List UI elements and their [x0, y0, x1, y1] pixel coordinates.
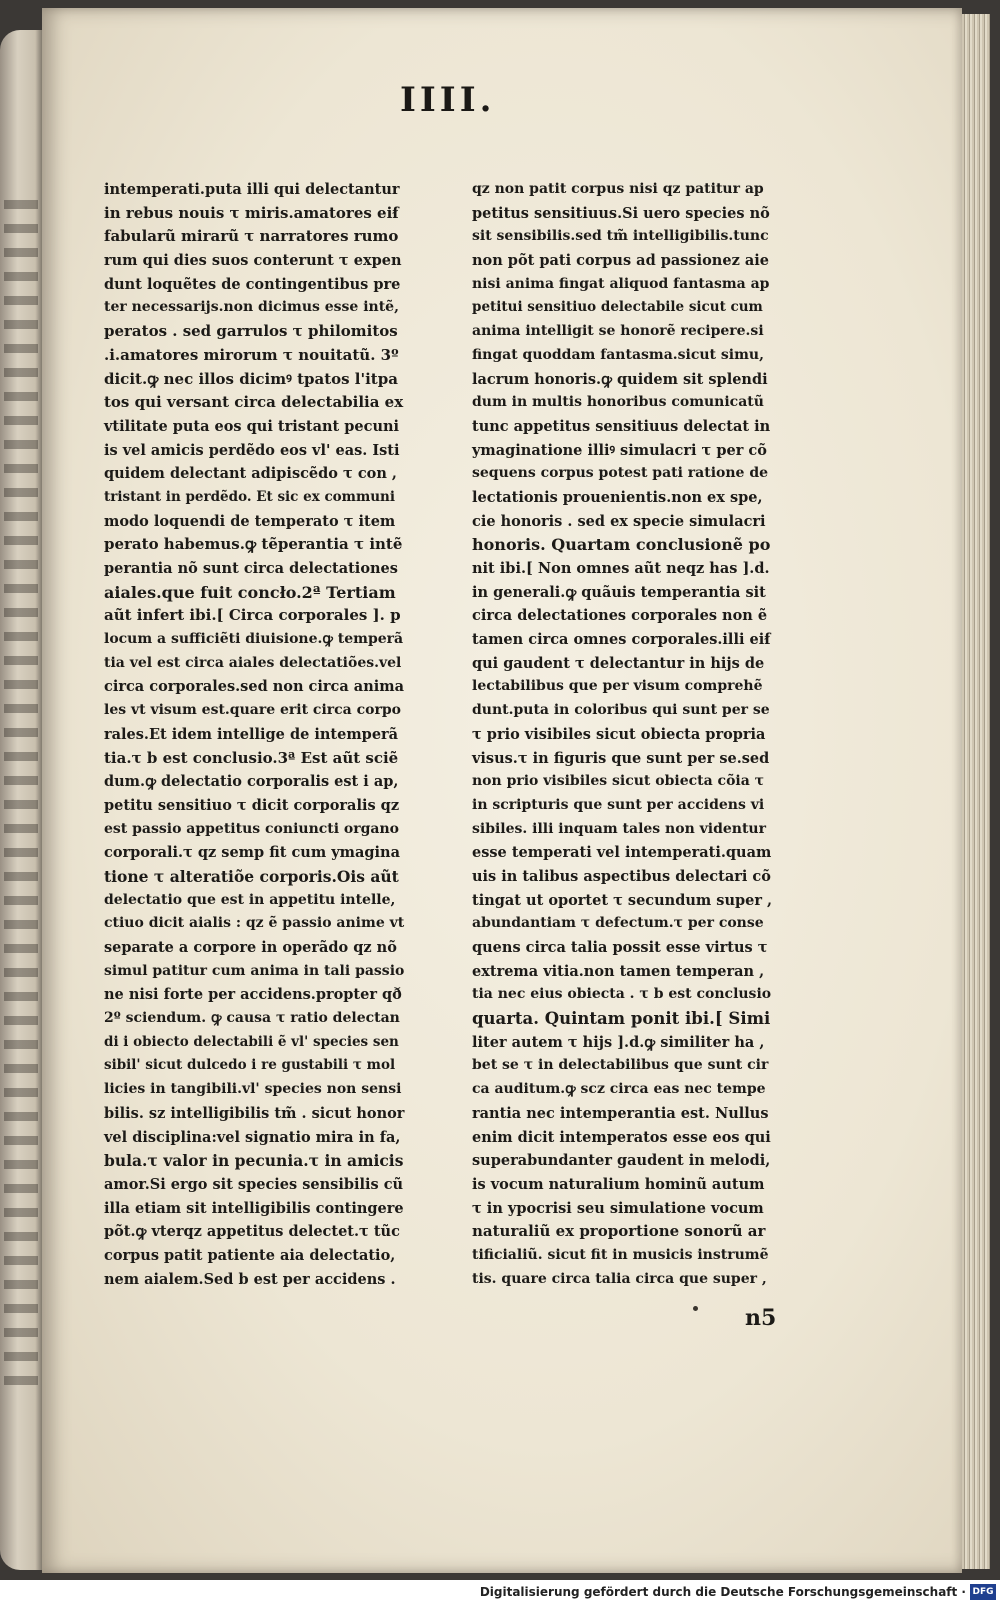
text-line: circa delectationes corporales non ẽ [472, 607, 768, 625]
text-line: in generali.ꝙ quãuis temperantia sit [472, 583, 766, 601]
text-line: delectatio que est in appetitu intelle, [104, 891, 396, 908]
text-line: uis in talibus aspectibus delectari cõ [472, 867, 771, 885]
text-line: bula.τ valor in pecunia.τ in amicis [104, 1151, 404, 1171]
text-line: locum a sufficiẽti diuisione.ꝙ temperã [104, 631, 404, 648]
text-line: tificialiũ. sicut fit in musicis instrumẽ [472, 1246, 769, 1263]
folio-numeral: IIII. [400, 80, 496, 120]
text-line: sequens corpus potest pati ratione de [472, 465, 769, 482]
text-line: in rebus nouis τ miris.amatores eiẜ [104, 203, 399, 222]
text-line: superabundanter gaudent in melodi, [472, 1152, 771, 1170]
text-line: τ prio visibiles sicut obiecta propria [472, 725, 766, 743]
text-line: bet se τ in delectabilibus que sunt cir [472, 1057, 769, 1074]
text-line: .i.amatores mirorum τ nouitatũ. 3º [104, 345, 399, 364]
text-line: modo loquendi de temperato τ item [104, 512, 396, 530]
text-line: qz non patit corpus nisi qz patitur ap [472, 181, 764, 197]
text-line: quarta. Quintam ponit ibi.[ Simi [472, 1009, 771, 1029]
text-line: abundantiam τ defectum.τ per conse [472, 915, 764, 932]
text-line: nem aialem.Sed b est per accidens . [104, 1270, 396, 1288]
text-line: 2º sciendum. ꝙ causa τ ratio delectan [104, 1010, 400, 1027]
text-line: peratos . sed garrulos τ philomitos [104, 322, 398, 341]
text-line: bilis. sz intelligibilis tm̃ . sicut honor [104, 1104, 405, 1122]
text-line: enim dicit intemperatos esse eos qui [472, 1128, 771, 1146]
text-line: separate a corpore in operãdo qz nõ [104, 939, 397, 956]
ink-dot [693, 1306, 698, 1311]
text-line: ca auditum.ꝙ scz circa eas nec tempe [472, 1081, 766, 1098]
text-line: quens circa talia possit esse virtus τ [472, 939, 768, 956]
text-line: rantia nec intemperantia est. Nullus [472, 1104, 769, 1122]
text-line: tamen circa omnes corporales.illi eiẜ [472, 631, 771, 649]
text-line: amor.Si ergo sit species sensibilis cũ [104, 1175, 404, 1193]
text-line: perato habemus.ꝙ tẽperantia τ intẽ [104, 535, 403, 554]
text-line: aiales.que fuit concło.2ª Tertiam [104, 582, 396, 602]
text-line: τ in ypocrisi seu simulatione vocum [472, 1199, 764, 1217]
text-line: anima intelligit se honorẽ recipere.si [472, 323, 764, 340]
text-line: visus.τ in figuris que sunt per se.sed [472, 749, 770, 767]
text-line: tia vel est circa aiales delectatiões.vel [104, 654, 402, 671]
text-line: vel disciplina:vel signatio mira in fa, [104, 1128, 401, 1146]
text-line: est passio appetitus coniuncti organo [104, 820, 400, 837]
signature-mark: n5 [745, 1305, 777, 1331]
text-line: ymaginatione illiꝰ simulacri τ per cõ [472, 441, 767, 459]
text-line: licies in tangibili.vl' species non sensi [104, 1081, 402, 1098]
text-line: petitus sensitiuus.Si uero species nõ [472, 204, 770, 222]
text-line: tunc appetitus sensitiuus delectat in [472, 417, 771, 435]
text-line: extrema vitia.non tamen temperan , [472, 962, 765, 980]
facing-page-edge [0, 30, 44, 1570]
dfg-logo-icon: DFG [970, 1584, 996, 1600]
text-line: rales.Et idem intellige de intemperã [104, 725, 399, 743]
text-line: is vocum naturalium hominũ autum [472, 1175, 765, 1193]
text-line: vtilitate puta eos qui tristant pecuni [104, 417, 400, 435]
text-line: sit sensibilis.sed tm̃ intelligibilis.tunc [472, 228, 769, 245]
text-line: di i obiecto delectabili ẽ vl' species sen [104, 1033, 399, 1050]
text-line: esse temperati vel intemperati.quam [472, 844, 772, 862]
text-line: dicit.ꝙ nec illos dicimꝰ tpatos l'itpa [104, 369, 398, 388]
text-line: naturaliũ ex proportione sonorũ ar [472, 1222, 766, 1241]
funding-credit: Digitalisierung gefördert durch die Deutsche Forschungsgemeinschaft · [479, 1585, 966, 1599]
text-line: petitu sensitiuo τ dicit corporalis qz [104, 796, 400, 814]
text-line: tingat ut oportet τ secundum super , [472, 891, 773, 909]
text-line: simul patitur cum anima in tali passio [104, 962, 405, 979]
text-line: in scripturis que sunt per accidens vi [472, 796, 765, 813]
text-line: nisi anima fingat aliquod fantasma ap [472, 275, 770, 292]
text-line: lacrum honoris.ꝙ quidem sit splendi [472, 370, 768, 388]
text-line: qui gaudent τ delectantur in hijs de [472, 654, 765, 672]
text-line: is vel amicis perdẽdo eos vl' eas. Isti [104, 441, 400, 459]
text-line: intemperati.puta illi qui delectantur [104, 181, 400, 198]
page-block-edges [962, 14, 990, 1569]
text-line: perantia nõ sunt circa delectationes [104, 560, 398, 577]
text-line: cie honoris . sed ex specie simulacri [472, 512, 766, 530]
text-line: fabularũ mirarũ τ narratores rumo [104, 227, 399, 246]
text-line: petitui sensitiuo delectabile sicut cum [472, 299, 763, 316]
text-line: tia.τ b est conclusio.3ª Est aũt sciẽ [104, 748, 399, 767]
text-line: quidem delectant adipiscẽdo τ con , [104, 465, 397, 483]
text-line: rum qui dies suos conterunt τ expen [104, 252, 402, 270]
text-line: dunt loquẽtes de contingentibus pre [104, 275, 401, 293]
text-line: corpus patit patiente aia delectatio, [104, 1246, 396, 1264]
text-line: ctiuo dicit aialis : qz ẽ passio anime vt [104, 915, 405, 932]
text-line: les vt visum est.quare erit circa corpo [104, 702, 401, 719]
text-line: illa etiam sit intelligibilis contingere [104, 1199, 404, 1217]
text-line: ne nisi forte per accidens.propter qð [104, 986, 402, 1004]
text-line: non prio visibiles sicut obiecta cõia τ [472, 773, 765, 790]
text-line: nit ibi.[ Non omnes aũt neqz has ].d. [472, 560, 770, 577]
text-line: dum.ꝙ delectatio corporalis est i ap, [104, 773, 399, 791]
text-line: fingat quoddam fantasma.sicut simu, [472, 346, 764, 363]
text-line: põt.ꝙ vterqz appetitus delectet.τ tũc [104, 1223, 400, 1241]
text-line: lectationis prouenientis.non ex spe, [472, 488, 763, 506]
facing-page-text-bleed [4, 200, 38, 1400]
text-line: sibiles. illi inquam tales non videntur [472, 820, 766, 837]
text-line: aũt infert ibi.[ Circa corporales ]. p [104, 606, 401, 625]
text-line: tristant in perdẽdo. Et sic ex communi [104, 488, 395, 505]
text-line: sibil' sicut dulcedo i re gustabili τ mol [104, 1057, 396, 1074]
text-line: corporali.τ qz semp fit cum ymagina [104, 844, 400, 862]
text-line: ter necessarijs.non dicimus esse intẽ, [104, 299, 399, 316]
text-line: dunt.puta in coloribus qui sunt per se [472, 702, 770, 719]
right-text-column [472, 178, 772, 1291]
text-line: liter autem τ hijs ].d.ꝙ similiter ha , [472, 1033, 765, 1051]
text-line: lectabilibus que per visum comprehẽ [472, 678, 763, 695]
left-text-column [104, 178, 404, 1291]
text-line: tia nec eius obiecta . τ b est conclusio [472, 986, 772, 1003]
text-line: tis. quare circa talia circa que super , [472, 1270, 767, 1287]
text-line: non põt pati corpus ad passionez aie [472, 252, 769, 270]
text-line: circa corporales.sed non circa anima [104, 678, 404, 696]
text-line: tos qui versant circa delectabilia ex [104, 393, 404, 412]
text-line: tione τ alteratiõe corporis.Ois aũt [104, 866, 399, 886]
text-line: dum in multis honoribus comunicatũ [472, 394, 764, 411]
text-line: honoris. Quartam conclusionẽ po [472, 535, 771, 555]
